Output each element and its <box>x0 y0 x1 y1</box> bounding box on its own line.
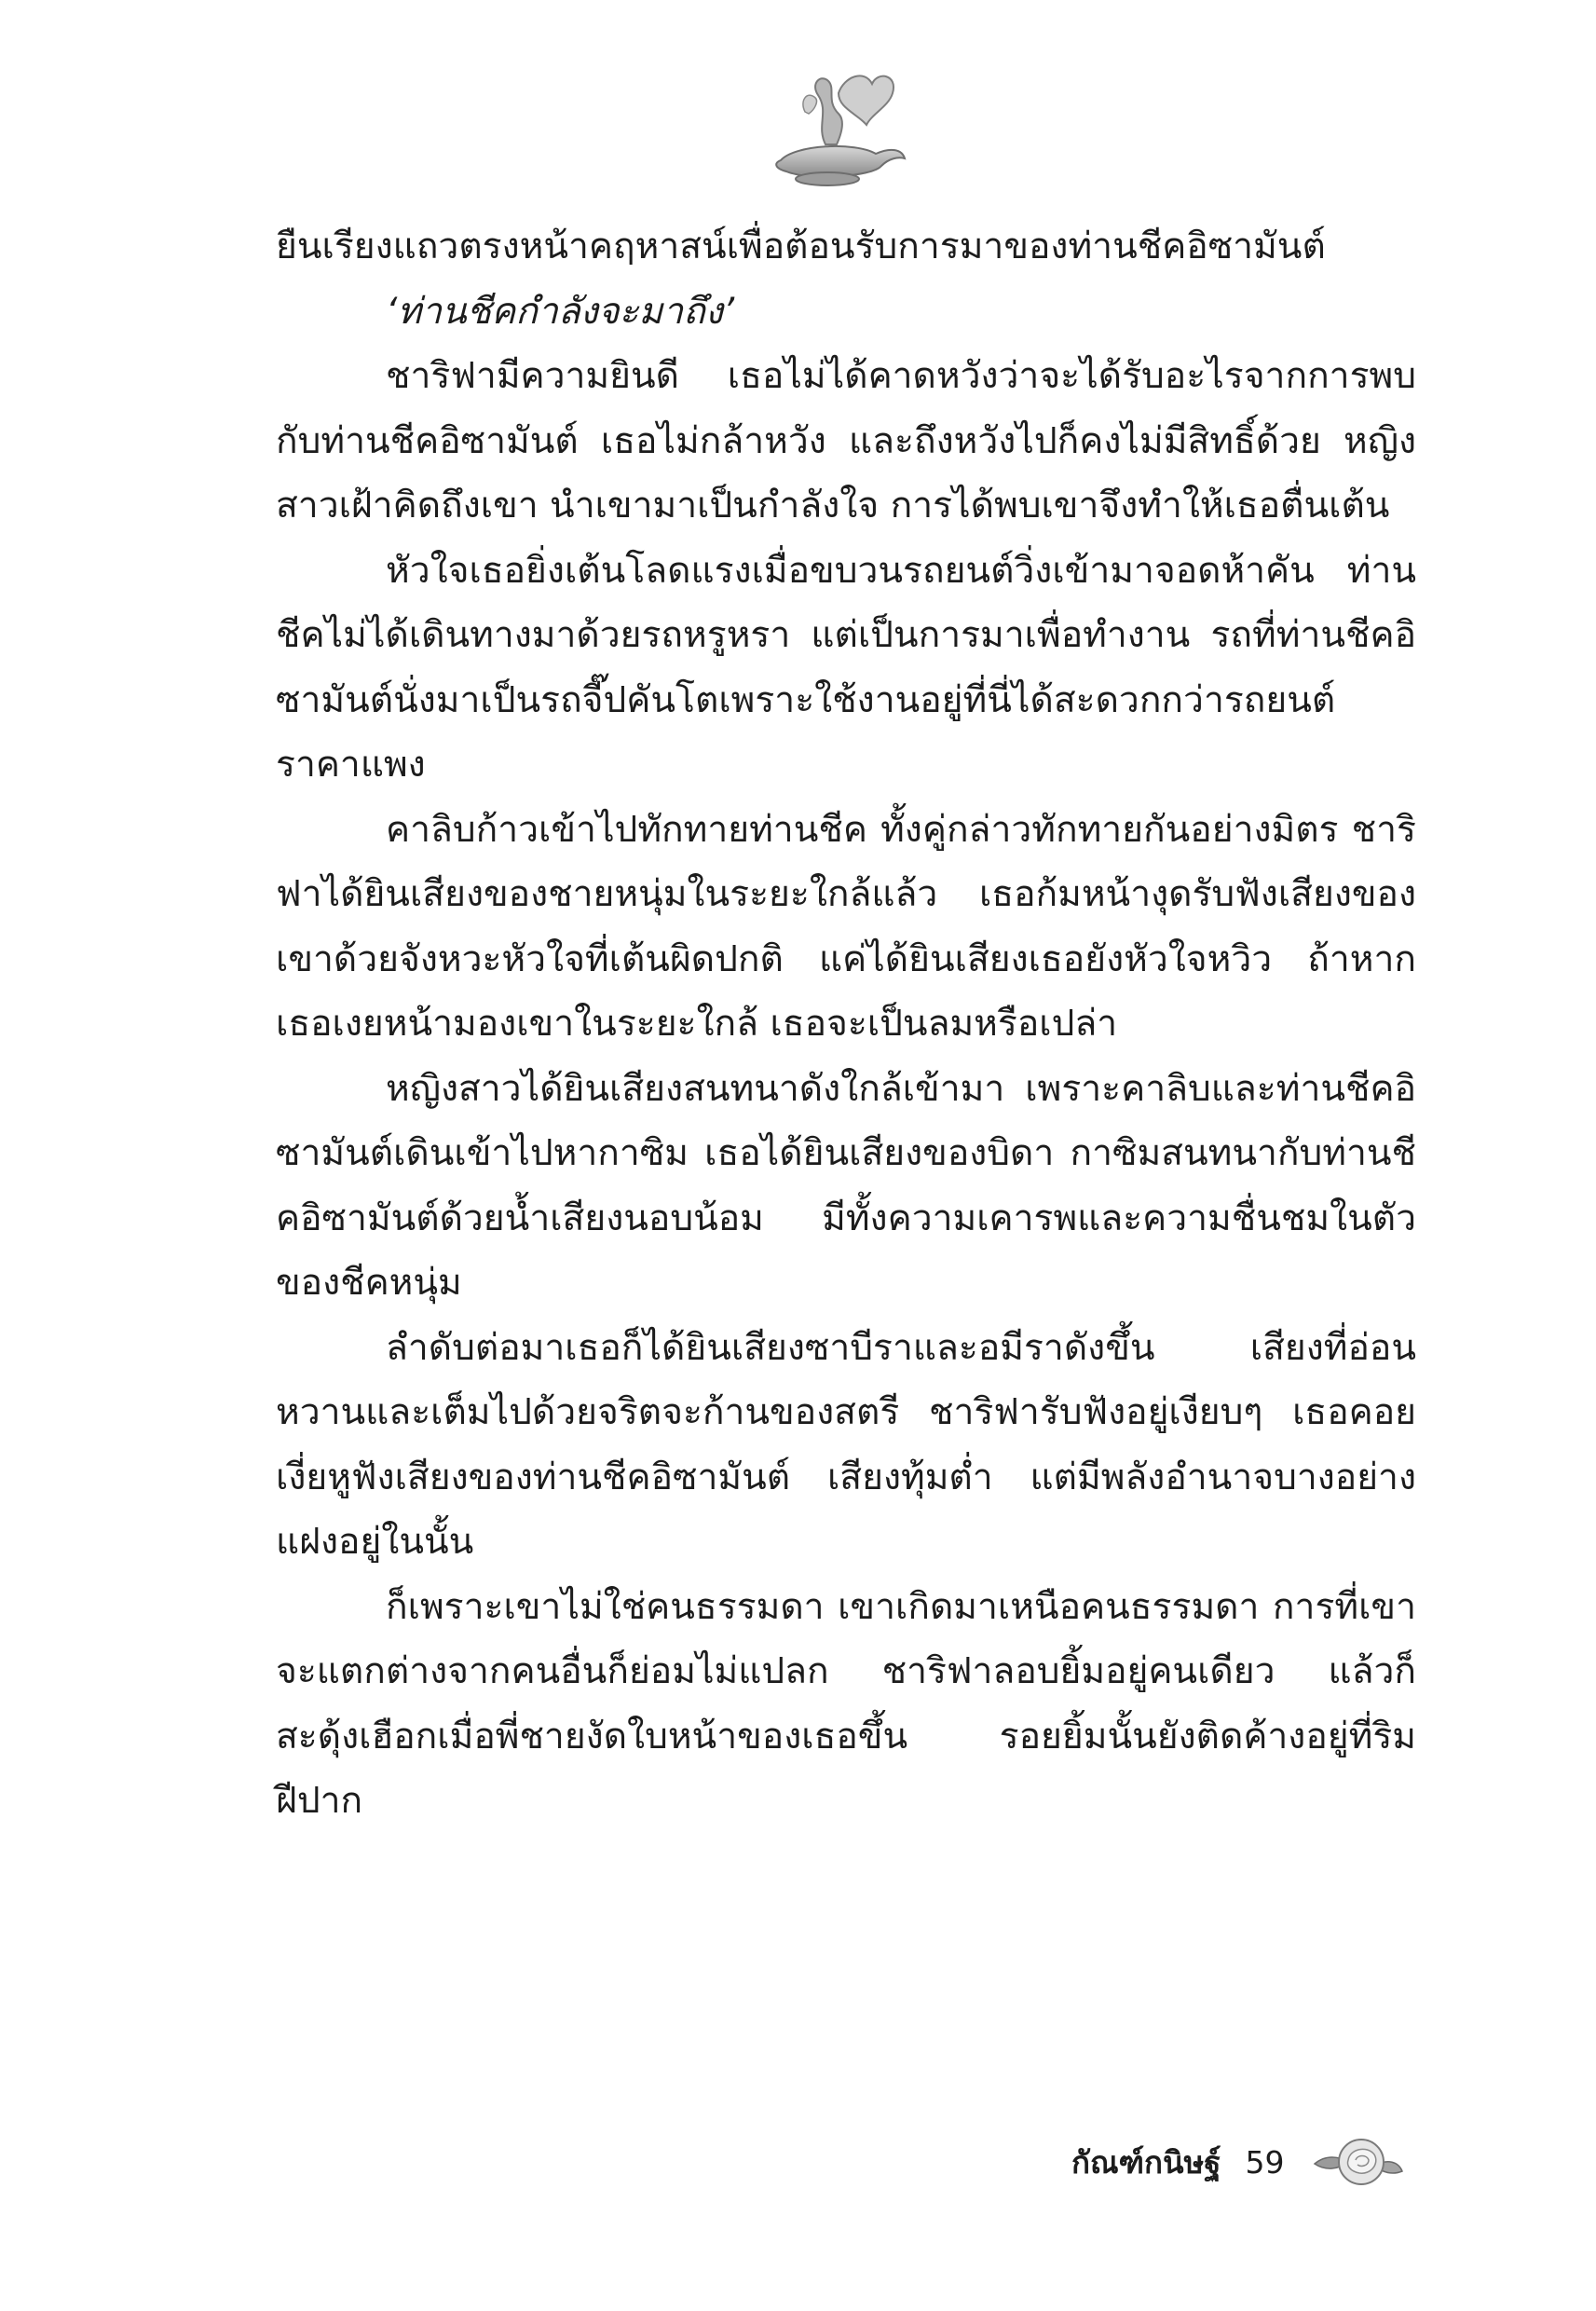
paragraph: หัวใจเธอยิ่งเต้นโลดแรงเมื่อขบวนรถยนต์วิ่งเข้ามาจอดห้าคัน ท่านชีคไม่ได้เดินทางมาด้วยรถหรูหรา แต่เป็นการมาเพื่อทำงาน รถที่ท่านชีคอิซามันต์นั่งมาเป็นรถจี๊ปคันโตเพราะใช้งานอยู่ที่นี่ได้สะดวกกว่ารถยนต์ราคาแพง <box>276 549 1416 786</box>
page-number: 59 <box>1245 2143 1285 2181</box>
page-footer <box>1071 2129 1472 2195</box>
rose-icon <box>1311 2132 1404 2192</box>
paragraph: ชาริฟามีความยินดี เธอไม่ได้คาดหวังว่าจะได้รับอะไรจากการพบกับท่านชีคอิซามันต์ เธอไม่กล้าหวัง และถึงหวังไปก็คงไม่มีสิทธิ์ด้วย หญิงสาวเฝ้าคิดถึงเขา นำเขามาเป็นกำลังใจ การได้พบเขาจึงทำให้เธอตื่นเต้น <box>276 355 1416 526</box>
lamp-ornament-icon <box>753 56 911 196</box>
paragraph: ‘ท่านชีคกำลังจะมาถึง’ <box>386 290 735 333</box>
book-title: กัณฑ์กนิษฐ์ <box>1071 2143 1221 2181</box>
paragraph: ลำดับต่อมาเธอก็ได้ยินเสียงซาบีราและอมีราดังขึ้น เสียงที่อ่อนหวานและเต็มไปด้วยจริตจะก้านของสตรี ชาริฟารับฟังอยู่เงียบๆ เธอคอยเงี่ยหูฟังเสียงของท่านชีคอิซามันต์ เสียงทุ้มต่ำ แต่มีพลังอำนาจบางอย่างแฝงอยู่ในนั้น <box>276 1326 1416 1563</box>
paragraph: ก็เพราะเขาไม่ใช่คนธรรมดา เขาเกิดมาเหนือคนธรรมดา การที่เขาจะแตกต่างจากคนอื่นก็ย่อมไม่แปลก ชาริฟาลอบยิ้มอยู่คนเดียว แล้วก็สะดุ้งเฮือกเมื่อพี่ชายงัดใบหน้าของเธอขึ้น รอยยิ้มนั้นยังติดค้างอยู่ที่ริมฝีปาก <box>276 1585 1416 1822</box>
paragraph: ยืนเรียงแถวตรงหน้าคฤหาสน์เพื่อต้อนรับการมาของท่านชีคอิซามันต์ <box>276 226 1326 267</box>
paragraph: คาลิบก้าวเข้าไปทักทายท่านชีค ทั้งคู่กล่าวทักทายกันอย่างมิตร ชาริฟาได้ยินเสียงของชายหนุ่มในระยะใกล้แล้ว เธอก้มหน้างุดรับฟังเสียงของเขาด้วยจังหวะหัวใจที่เต้นผิดปกติ แค่ได้ยินเสียงเธอยังหัวใจหวิว ถ้าหากเธอเงยหน้ามองเขาในระยะใกล้ เธอจะเป็นลมหรือเปล่า <box>276 808 1416 1045</box>
paragraph: หญิงสาวได้ยินเสียงสนทนาดังใกล้เข้ามา เพราะคาลิบและท่านชีคอิซามันต์เดินเข้าไปหากาซิม เธอได้ยินเสียงของบิดา กาซิมสนทนากับท่านชีคอิซามันต์ด้วยน้ำเสียงนอบน้อม มีทั้งความเคารพและความชื่นชมในตัวของชีคหนุ่ม <box>276 1067 1416 1304</box>
chapter-body-text <box>276 214 1416 1834</box>
